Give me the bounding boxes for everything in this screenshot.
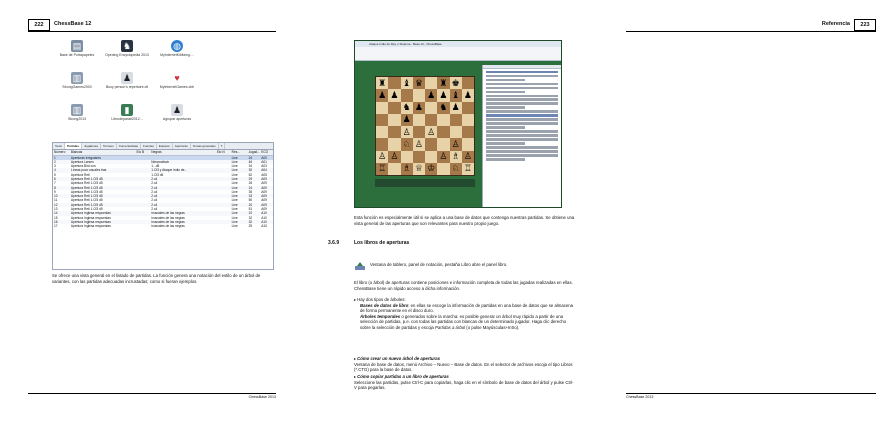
section-number: 3.6.9 bbox=[328, 240, 340, 246]
table-cell: Apertura Inglesa respuestas bbox=[70, 224, 111, 229]
table-cell: Line bbox=[231, 194, 248, 198]
board-square[interactable] bbox=[450, 102, 462, 114]
column-header[interactable]: Elo B bbox=[135, 150, 150, 155]
chess-piece-icon[interactable]: ♔ bbox=[427, 163, 436, 174]
board-square[interactable] bbox=[450, 151, 462, 163]
table-cell: Apertura Reti 1.Cf3 d5 bbox=[70, 207, 103, 212]
table-cell: Apertura Bird con bbox=[70, 164, 96, 169]
table-cell: 26 bbox=[248, 181, 253, 186]
file-item[interactable]: ▥ StrongGames2000 bbox=[62, 73, 92, 89]
board-square[interactable] bbox=[450, 138, 462, 150]
board-square[interactable] bbox=[388, 126, 400, 138]
table-cell: Line bbox=[231, 164, 238, 169]
board-square[interactable] bbox=[437, 89, 449, 101]
table-cell: Líneas poco usuales tras bbox=[70, 168, 136, 172]
board-square[interactable] bbox=[462, 114, 474, 126]
table-cell bbox=[216, 224, 231, 228]
board-square[interactable] bbox=[450, 126, 462, 138]
table-cell: 46 bbox=[248, 160, 261, 164]
table-cell: Line bbox=[231, 177, 248, 181]
table-cell: 10 bbox=[53, 194, 70, 198]
table-cell: 8 bbox=[53, 186, 70, 190]
table-cell: 16 bbox=[53, 220, 70, 224]
table-cell: Apertura Reti 1.Cf3 d5 bbox=[70, 198, 103, 203]
column-header[interactable]: Jugad... bbox=[248, 150, 260, 155]
board-square[interactable] bbox=[425, 151, 437, 163]
column-header[interactable]: Negras bbox=[150, 150, 216, 155]
game-list-body bbox=[53, 155, 273, 229]
tab-partidas[interactable]: Partidas bbox=[65, 143, 82, 149]
board-square[interactable] bbox=[388, 163, 400, 175]
table-cell: 2.c4 bbox=[151, 198, 158, 203]
left-page bbox=[0, 0, 300, 424]
table-cell: Line bbox=[231, 155, 248, 160]
table-cell: Line bbox=[231, 186, 248, 190]
chess-piece-icon[interactable]: ♟ bbox=[378, 89, 387, 100]
chess-piece-icon: ♟ bbox=[122, 73, 132, 83]
tab-temas-generales[interactable]: Temas generales bbox=[191, 143, 219, 149]
chess-piece-icon[interactable]: ♞ bbox=[402, 102, 411, 113]
board-square[interactable] bbox=[425, 126, 437, 138]
board-square[interactable] bbox=[462, 163, 474, 175]
board-square[interactable] bbox=[376, 77, 388, 89]
chess-piece-icon[interactable]: ♙ bbox=[463, 151, 472, 162]
column-header[interactable]: Número bbox=[53, 150, 70, 155]
column-header[interactable]: ECO bbox=[260, 150, 273, 155]
table-cell: Apertura Inglesa respuestas bbox=[70, 211, 136, 215]
chess-piece-icon[interactable]: ♟ bbox=[463, 89, 472, 100]
board-square[interactable] bbox=[376, 163, 388, 175]
table-cell: A09 bbox=[260, 203, 273, 207]
heart-icon: ♥ bbox=[174, 73, 180, 83]
table-cell: A10 bbox=[261, 224, 267, 229]
file-item[interactable]: ◍ MyInternetKibitzing.... bbox=[160, 41, 194, 57]
board-square[interactable] bbox=[462, 126, 474, 138]
game-list-window bbox=[52, 142, 274, 270]
bullet-icon: ▸ bbox=[354, 374, 358, 379]
table-cell: 14 bbox=[53, 211, 70, 215]
table-cell: 3 bbox=[54, 164, 56, 169]
file-item[interactable]: ♥ MyInternetGames.cbh bbox=[159, 73, 195, 89]
file-item[interactable]: ♟ Agrupar aperturas bbox=[162, 105, 192, 121]
table-cell: A04 bbox=[260, 168, 273, 172]
chess-piece-icon[interactable]: ♙ bbox=[439, 151, 448, 162]
chess-piece-icon[interactable]: ♘ bbox=[402, 138, 411, 149]
left-page-number: 222 bbox=[28, 19, 50, 31]
table-cell: 15 bbox=[54, 215, 58, 220]
bookshelf-icon: ▥ bbox=[72, 105, 82, 115]
table-cell: 20 bbox=[248, 203, 261, 207]
table-cell: 2.c4 bbox=[150, 177, 216, 181]
table-cell: 52 bbox=[248, 172, 253, 177]
table-cell: 1 bbox=[53, 155, 70, 160]
table-cell: 2.c4 bbox=[151, 207, 158, 212]
opening-book-panel bbox=[482, 65, 561, 207]
chess-piece-icon[interactable]: ♙ bbox=[414, 138, 423, 149]
column-header[interactable]: Blancas bbox=[70, 150, 136, 155]
table-cell: inusuales de las negras bbox=[150, 211, 216, 215]
chess-piece-icon[interactable]: ♙ bbox=[427, 126, 436, 137]
right-header bbox=[626, 19, 876, 32]
board-square[interactable] bbox=[376, 89, 388, 101]
chess-piece-icon[interactable]: ♟ bbox=[451, 102, 460, 113]
table-cell: Apertura Larsen bbox=[70, 160, 136, 164]
left-footer: ChessBase 2013 bbox=[28, 393, 276, 401]
table-cell: A09 bbox=[261, 207, 267, 212]
board-square[interactable] bbox=[462, 89, 474, 101]
chess-piece-icon[interactable]: ♗ bbox=[402, 163, 411, 174]
ribbon-toolbar bbox=[355, 47, 561, 61]
board-square[interactable] bbox=[401, 77, 413, 89]
panel-tabs[interactable] bbox=[483, 65, 561, 69]
table-cell: Nimzowitsch bbox=[150, 160, 216, 164]
table-cell: A01 bbox=[260, 160, 273, 164]
tree-types: ▸ Hay dos tipos de árboles: Bases de datos de libro: en ellas se escoge la información de partidas en una base de datos que se almacena de forma permanente en el disco duro. Árboles temporales o generados sobre la marcha: es posible generar un árbol muy rápido a partir de una selección de partidas, p.e. con todas las partidas con blancas de un determinado jugador. Haga clic derecho sobre la selección de partidas y escoja Partidas a árbol (o pulse Mayúsculas+Intro). bbox=[354, 297, 574, 330]
table-cell: Line bbox=[231, 224, 238, 229]
board-square[interactable] bbox=[376, 151, 388, 163]
board-square[interactable] bbox=[425, 138, 437, 150]
table-cell: A09 bbox=[260, 186, 273, 190]
board-square[interactable] bbox=[413, 126, 425, 138]
board-square[interactable] bbox=[388, 138, 400, 150]
board-square[interactable] bbox=[437, 114, 449, 126]
chess-piece-icon[interactable]: ♝ bbox=[451, 89, 460, 100]
right-intro: Esta función es especialmente útil si se aplica a una base de datos que contenga nuestras partidas. Se obtiene una vista general de las aperturas que son relevantes para nuestro propio juego. bbox=[354, 215, 575, 226]
bookshelf-icon: ▥ bbox=[72, 73, 82, 83]
board-square[interactable] bbox=[388, 89, 400, 101]
board-square[interactable] bbox=[376, 102, 388, 114]
chess-piece-icon[interactable]: ♙ bbox=[402, 126, 411, 137]
table-cell: 13 bbox=[54, 207, 58, 212]
table-cell: Line bbox=[231, 207, 238, 212]
board-square[interactable] bbox=[437, 163, 449, 175]
bullet-icon: ▸ bbox=[354, 356, 358, 361]
chess-piece-icon[interactable]: ♟ bbox=[390, 89, 399, 100]
table-cell: 32 bbox=[248, 215, 253, 220]
board-square[interactable] bbox=[437, 138, 449, 150]
chess-board[interactable] bbox=[375, 76, 475, 176]
table-cell: 1...d5 bbox=[151, 164, 160, 169]
copy-games-section: ▸ Cómo copiar partidas a un libro de aperturas Seleccione las partidas, pulse Ctrl-C para copiarlas, haga clic en el símbolo de base de datos del árbol y pulse Ctrl-V para pegarlas. bbox=[354, 374, 574, 391]
chess-piece-icon: ♟ bbox=[172, 105, 182, 115]
opening-tree-icon bbox=[355, 262, 365, 270]
tab-texto[interactable]: Texto bbox=[53, 143, 65, 149]
table-cell: A09 bbox=[260, 194, 273, 198]
board-square[interactable] bbox=[376, 138, 388, 150]
board-navigation-bar[interactable] bbox=[375, 179, 475, 187]
table-row[interactable] bbox=[53, 224, 273, 228]
table-cell: 50 bbox=[248, 198, 253, 203]
board-square[interactable] bbox=[413, 163, 425, 175]
board-square[interactable] bbox=[462, 102, 474, 114]
board-square[interactable] bbox=[401, 114, 413, 126]
table-cell: A09 bbox=[261, 198, 267, 203]
window-title: Ataque Indio de Rey o Sistema - Base.ctl - ChessBase bbox=[355, 41, 561, 47]
board-square[interactable] bbox=[388, 102, 400, 114]
board-square[interactable] bbox=[401, 89, 413, 101]
table-cell: 2.c4 bbox=[150, 203, 216, 207]
column-header[interactable]: Elo N bbox=[216, 150, 231, 155]
table-cell: 12 bbox=[53, 203, 70, 207]
game-list-tabs bbox=[53, 143, 273, 150]
new-tree-section: ▸ Cómo crear un nuevo árbol de aperturas Ventana de base de datos, menú Archivo – Nuevo – Base de datos. En el selector de archivos escoja el tipo Libros (*.CTG) para la base de datos. bbox=[354, 356, 573, 373]
board-square[interactable] bbox=[450, 163, 462, 175]
table-cell: 2.c4 bbox=[151, 181, 158, 186]
table-cell: 29 bbox=[248, 224, 253, 229]
table-cell: 4 bbox=[53, 168, 70, 172]
board-square[interactable] bbox=[388, 114, 400, 126]
file-item[interactable]: ♟ Busy person's repertoire.ctl bbox=[105, 73, 149, 89]
table-cell: A09 bbox=[261, 181, 267, 186]
table-cell: inusuales de las negras bbox=[151, 215, 185, 220]
book-icon: ▮ bbox=[121, 104, 133, 116]
board-square[interactable] bbox=[462, 138, 474, 150]
board-square[interactable] bbox=[425, 163, 437, 175]
clipboard-database-icon: ▤ bbox=[72, 41, 82, 51]
right-footer: ChessBase 2013 bbox=[626, 393, 876, 401]
table-cell: Apertura Reti 1.Cf3 d5 bbox=[70, 181, 103, 186]
table-cell: Line bbox=[231, 203, 248, 207]
board-square[interactable] bbox=[413, 89, 425, 101]
chess-piece-icon[interactable]: ♟ bbox=[414, 102, 423, 113]
chess-piece-icon[interactable]: ♙ bbox=[451, 138, 460, 149]
book-paragraph: El libro (o árbol) de aperturas contiene posiciones e información completa de todas las jugadas realizadas en ellas. ChessBase tiene un rápido acceso a dicha información. bbox=[354, 280, 573, 291]
board-square[interactable] bbox=[413, 138, 425, 150]
table-cell: Apertura Reti 1.Cf3 d5 bbox=[70, 177, 136, 181]
bullet-icon: ▸ bbox=[354, 297, 358, 302]
chess-piece-icon[interactable]: ♙ bbox=[378, 151, 387, 162]
tree-note: Ventana de tablero, panel de notación, pestaña Libro abre el panel libro. bbox=[370, 262, 508, 267]
board-square[interactable] bbox=[462, 77, 474, 89]
chess-piece-icon[interactable]: ♗ bbox=[451, 151, 460, 162]
table-cell: inusuales de las negras bbox=[151, 224, 185, 229]
table-cell: 7 bbox=[54, 181, 56, 186]
chess-book-icon: ♞ bbox=[122, 41, 132, 51]
table-cell: A03 bbox=[261, 164, 267, 169]
table-cell: A10 bbox=[260, 211, 273, 215]
file-item[interactable]: ▥ Strong2013 bbox=[67, 105, 87, 121]
tab-fuentes[interactable]: Fuentes bbox=[141, 143, 157, 149]
table-cell: A10 bbox=[261, 215, 267, 220]
table-cell: 35 bbox=[248, 189, 253, 194]
table-cell: Line bbox=[231, 160, 248, 164]
file-item[interactable]: ▮ Librodeparati2012... bbox=[111, 105, 143, 121]
table-cell: Apertura Reti 1.Cf3 d5 bbox=[70, 186, 136, 190]
table-cell: 6 bbox=[53, 177, 70, 181]
table-cell: Apertura Inglesa respuestas bbox=[70, 215, 111, 220]
table-cell: Apertura Reti bbox=[70, 172, 90, 177]
table-cell: inusuales de las negras bbox=[150, 220, 216, 224]
table-cell: 2 bbox=[53, 160, 70, 164]
table-cell: 5 bbox=[54, 172, 56, 177]
board-square[interactable] bbox=[450, 77, 462, 89]
chess-piece-icon[interactable]: ♟ bbox=[402, 114, 411, 125]
tab-more[interactable]: T bbox=[219, 143, 226, 149]
chess-piece-icon[interactable]: ♛ bbox=[414, 77, 423, 88]
table-cell: 34 bbox=[248, 164, 253, 169]
table-cell: Line bbox=[231, 220, 248, 224]
board-square[interactable] bbox=[450, 114, 462, 126]
table-cell: 2.c4 bbox=[150, 194, 216, 198]
tab-aperturas[interactable]: Aperturas bbox=[173, 143, 191, 149]
board-square[interactable] bbox=[450, 89, 462, 101]
board-square[interactable] bbox=[401, 126, 413, 138]
left-header bbox=[28, 19, 276, 32]
chess-piece-icon[interactable]: ♙ bbox=[390, 151, 399, 162]
board-square[interactable] bbox=[376, 114, 388, 126]
board-square[interactable] bbox=[425, 114, 437, 126]
chess-piece-icon[interactable]: ♖ bbox=[378, 163, 387, 174]
board-square[interactable] bbox=[401, 163, 413, 175]
chess-piece-icon[interactable]: ♟ bbox=[439, 89, 448, 100]
table-cell: Line bbox=[231, 198, 238, 203]
table-cell: Aperturas Irregulares bbox=[70, 155, 136, 160]
board-square[interactable] bbox=[401, 151, 413, 163]
table-cell bbox=[135, 224, 150, 228]
table-cell: Apertura Reti 1.Cf3 d5 bbox=[70, 189, 103, 194]
board-square[interactable] bbox=[437, 77, 449, 89]
table-cell: 32 bbox=[248, 220, 261, 224]
board-square[interactable] bbox=[388, 77, 400, 89]
board-square[interactable] bbox=[425, 77, 437, 89]
table-cell: Line bbox=[231, 189, 238, 194]
table-cell: 22 bbox=[248, 211, 261, 215]
table-cell: A00 bbox=[260, 155, 273, 160]
board-square[interactable] bbox=[376, 126, 388, 138]
chess-piece-icon[interactable]: ♚ bbox=[451, 77, 460, 88]
table-cell: A05 bbox=[261, 172, 267, 177]
board-square[interactable] bbox=[413, 77, 425, 89]
table-cell: Line bbox=[231, 181, 238, 186]
board-square[interactable] bbox=[413, 114, 425, 126]
chess-piece-icon[interactable]: ♜ bbox=[439, 77, 448, 88]
left-header-title: ChessBase 12 bbox=[54, 21, 92, 27]
tab-equipos[interactable]: Equipos bbox=[157, 143, 173, 149]
chessbase-screenshot bbox=[354, 40, 562, 208]
table-cell: 2.c4 bbox=[150, 186, 216, 190]
left-caption: Se ofrece una vista general en el listado de partidas. La función genera una notación del estilo de un árbol de variantes, con las partidas adecuadas incrustadas; como si fueran ejemplos. bbox=[52, 273, 261, 284]
table-cell: 33 bbox=[248, 194, 261, 198]
section-title: Los libros de aperturas bbox=[354, 240, 410, 246]
chess-piece-icon[interactable]: ♘ bbox=[451, 163, 460, 174]
globe-icon: ◍ bbox=[171, 40, 183, 52]
table-cell: A09 bbox=[261, 189, 267, 194]
board-square[interactable] bbox=[413, 151, 425, 163]
table-cell: Apertura Inglesa respuestas bbox=[70, 220, 136, 224]
chess-piece-icon[interactable]: ♝ bbox=[402, 77, 411, 88]
tab-comentaristas[interactable]: Comentaristas bbox=[117, 143, 141, 149]
board-square[interactable] bbox=[437, 102, 449, 114]
board-square[interactable] bbox=[388, 151, 400, 163]
table-cell: 1.Cf3 d5 bbox=[151, 172, 164, 177]
table-cell: Line bbox=[231, 211, 248, 215]
table-cell: A10 bbox=[260, 220, 273, 224]
table-cell: Line bbox=[231, 172, 238, 177]
table-cell: 1.Cf3 y Ataque Indio de... bbox=[150, 168, 216, 172]
right-page-number: 223 bbox=[854, 19, 876, 31]
board-square[interactable] bbox=[425, 89, 437, 101]
chess-piece-icon[interactable]: ♜ bbox=[378, 77, 387, 88]
tab-jugadores[interactable]: Jugadores bbox=[82, 143, 101, 149]
game-list-table bbox=[53, 150, 273, 229]
table-cell: Line bbox=[231, 215, 238, 220]
table-cell: 29 bbox=[248, 177, 261, 181]
chess-piece-icon[interactable]: ♟ bbox=[427, 89, 436, 100]
table-cell: 30 bbox=[248, 168, 261, 172]
database-icons-panel bbox=[52, 40, 202, 140]
board-square[interactable] bbox=[437, 151, 449, 163]
chess-piece-icon[interactable]: ♖ bbox=[463, 163, 472, 174]
board-square[interactable] bbox=[413, 102, 425, 114]
tab-torneos[interactable]: Torneos bbox=[101, 143, 117, 149]
chess-piece-icon[interactable]: ♞ bbox=[439, 102, 448, 113]
board-square[interactable] bbox=[401, 102, 413, 114]
table-cell: 24 bbox=[248, 186, 261, 190]
table-cell: 17 bbox=[54, 224, 58, 229]
table-cell: Apertura Reti 1.Cf3 d5 bbox=[70, 203, 136, 207]
table-cell: 11 bbox=[54, 198, 58, 203]
table-cell: 51 bbox=[248, 207, 253, 212]
board-square[interactable] bbox=[437, 126, 449, 138]
board-square[interactable] bbox=[462, 151, 474, 163]
table-cell: Apertura Reti 1.Cf3 d5 bbox=[70, 194, 136, 198]
table-cell: 9 bbox=[54, 189, 56, 194]
file-item[interactable]: ▤ Base de Portapapeles bbox=[59, 41, 95, 57]
board-square[interactable] bbox=[425, 102, 437, 114]
table-cell: 24 bbox=[248, 155, 261, 160]
file-item[interactable]: ♞ Opening Encyclopedia 2013 bbox=[105, 41, 149, 57]
chess-piece-icon[interactable]: ♕ bbox=[414, 163, 423, 174]
right-header-title: Referencia bbox=[821, 21, 850, 27]
table-cell: A09 bbox=[260, 177, 273, 181]
table-cell: Line bbox=[231, 168, 248, 172]
board-square[interactable] bbox=[401, 138, 413, 150]
table-cell: 2.c4 bbox=[151, 189, 158, 194]
column-header[interactable]: Res... bbox=[231, 150, 248, 155]
